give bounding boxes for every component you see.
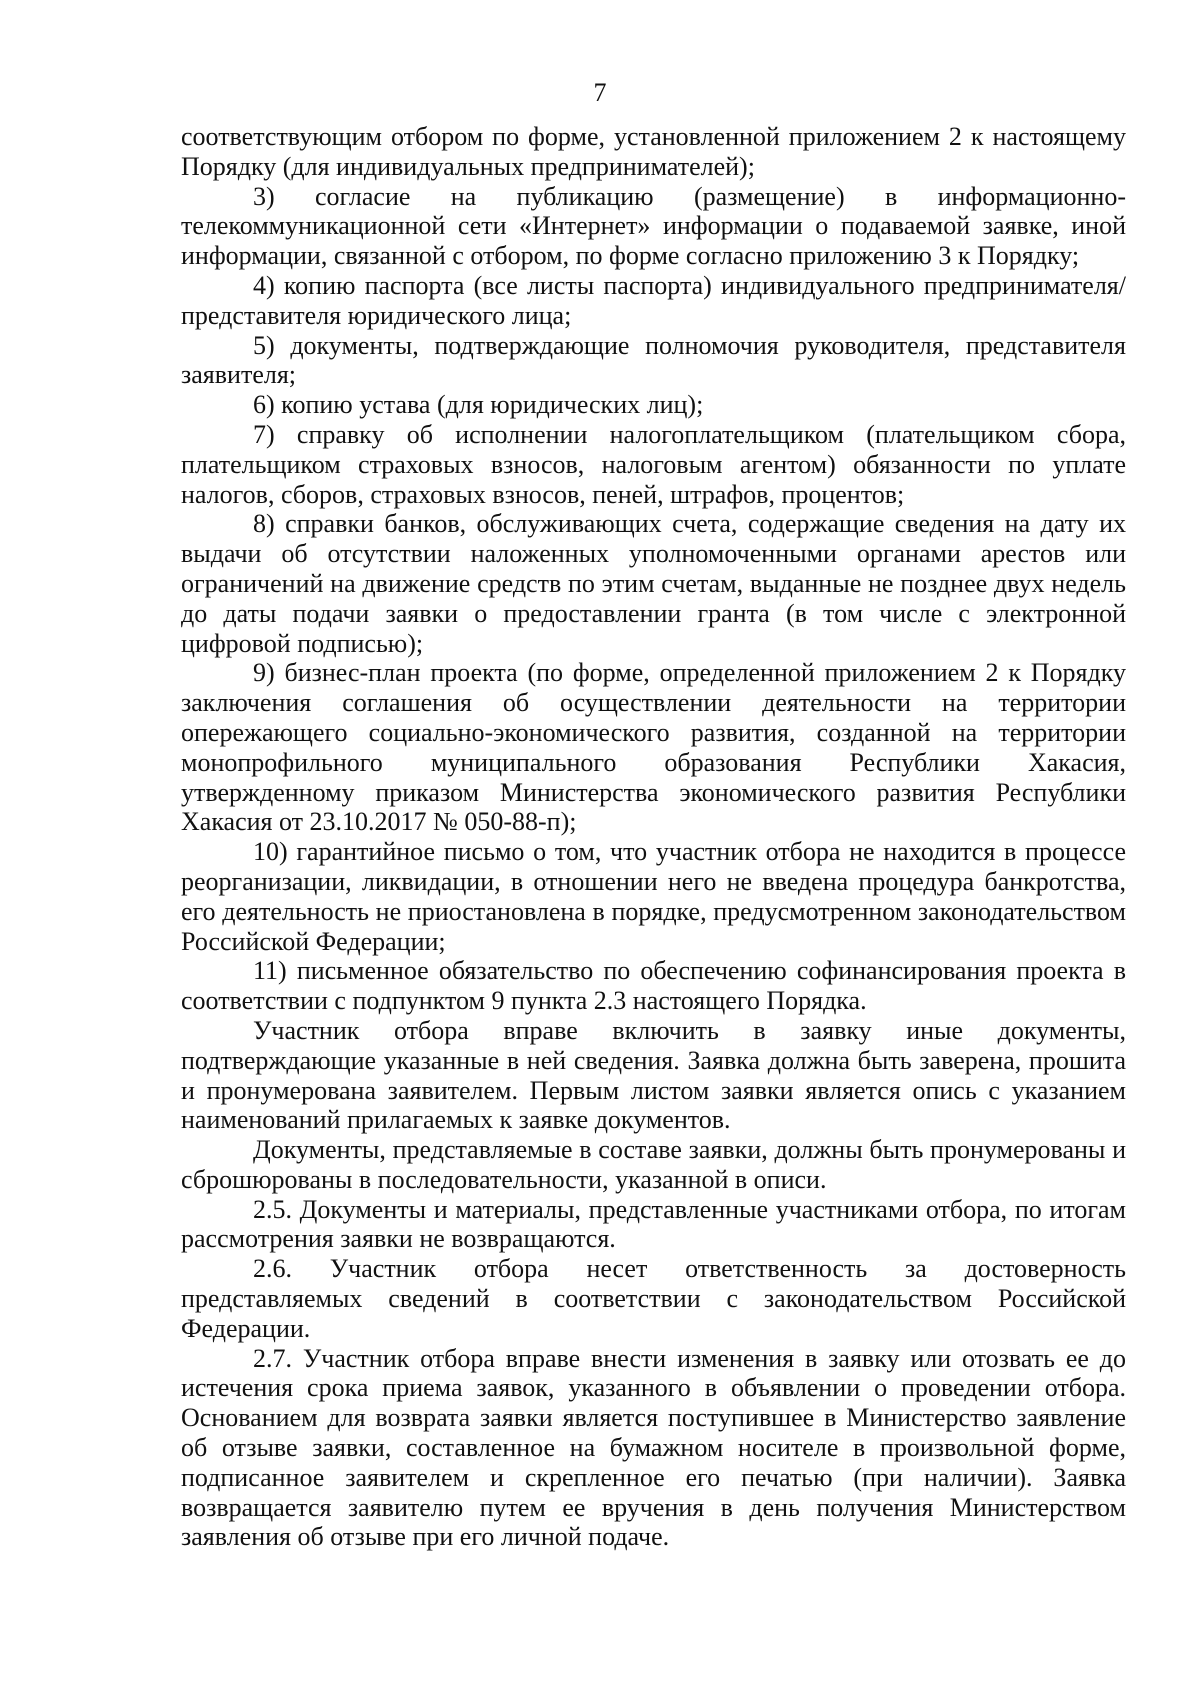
- paragraph-additional-documents: Участник отбора вправе включить в заявку иные документы, подтверждающие указанные в ней сведения. Заявка должна быть заверена, прошита и пронумерована заявителем. Первым листом заявки является опись с указанием наименований прилагаемых к заявке документов.: [181, 1015, 1126, 1135]
- page-number: 7: [593, 78, 607, 107]
- paragraph-item-9-business-plan: 9) бизнес-план проекта (по форме, определенной приложением 2 к Порядку заключения соглашения об осуществлении деятельности на территории опережающего социально-экономического развития, созданной на территории монопрофильного муниципального образования Республики Хакасия, утвержденному приказом Министерства экономического развития Республики Хакасия от 23.10.2017 № 050-88-п);: [181, 658, 1126, 837]
- paragraph-item-3-consent: 3) согласие на публикацию (размещение) в информационно-телекоммуникационной сети «Интернет» информации о подаваемой заявке, иной информации, связанной с отбором, по форме согласно приложению 3 к Порядку;: [181, 181, 1126, 271]
- paragraph-item-6-charter: 6) копию устава (для юридических лиц);: [253, 390, 704, 420]
- paragraph-section-2-7: 2.7. Участник отбора вправе внести изменения в заявку или отозвать ее до истечения срока приема заявок, указанного в объявлении о проведении отбора. Основанием для возврата заявки является поступившее в Министерство заявление об отзыве заявки, составленное на бумажном носителе в произвольной форме, подписанное заявителем и скрепленное его печатью (при наличии). Заявка возвращается заявителю путем ее вручения в день получения Министерством заявления об отзыве при его личной подаче.: [181, 1343, 1126, 1552]
- paragraph-item-7-tax-certificate: 7) справку об исполнении налогоплательщиком (плательщиком сбора, плательщиком страховых взносов, налоговым агентом) обязанности по уплате налогов, сборов, страховых взносов, пеней, штрафов, процентов;: [181, 419, 1126, 509]
- paragraph-item-8-bank-certificates: 8) справки банков, обслуживающих счета, содержащие сведения на дату их выдачи об отсутствии наложенных уполномоченными органами арестов или ограничений на движение средств по этим счетам, выданные не позднее двух недель до даты подачи заявки о предоставлении гранта (в том числе с электронной цифровой подписью);: [181, 509, 1126, 658]
- paragraph-item-11-cofinancing: 11) письменное обязательство по обеспечению софинансирования проекта в соответствии с подпунктом 9 пункта 2.3 настоящего Порядка.: [181, 956, 1126, 1016]
- paragraph-continuation: соответствующим отбором по форме, установленной приложением 2 к настоящему Порядку (для индивидуальных предпринимателей);: [181, 122, 1126, 181]
- paragraph-section-2-5: 2.5. Документы и материалы, представленные участниками отбора, по итогам рассмотрения заявки не возвращаются.: [181, 1194, 1126, 1254]
- paragraph-item-4-passport: 4) копию паспорта (все листы паспорта) индивидуального предпринимателя/представителя юридического лица;: [181, 270, 1126, 330]
- paragraph-section-2-6: 2.6. Участник отбора несет ответственность за достоверность представляемых сведений в соответствии с законодательством Российской Федерации.: [181, 1254, 1126, 1343]
- paragraph-item-10-guarantee-letter: 10) гарантийное письмо о том, что участник отбора не находится в процессе реорганизации, ликвидации, в отношении него не введена процедура банкротства, его деятельность не приостановлена в порядке, предусмотренном законодательством Российской Федерации;: [181, 837, 1126, 956]
- document-body: [181, 122, 1126, 1552]
- paragraph-item-5-authority-docs: 5) документы, подтверждающие полномочия руководителя, представителя заявителя;: [181, 330, 1126, 390]
- paragraph-numbering: Документы, представляемые в составе заявки, должны быть пронумерованы и сброшюрованы в последовательности, указанной в описи.: [181, 1135, 1126, 1194]
